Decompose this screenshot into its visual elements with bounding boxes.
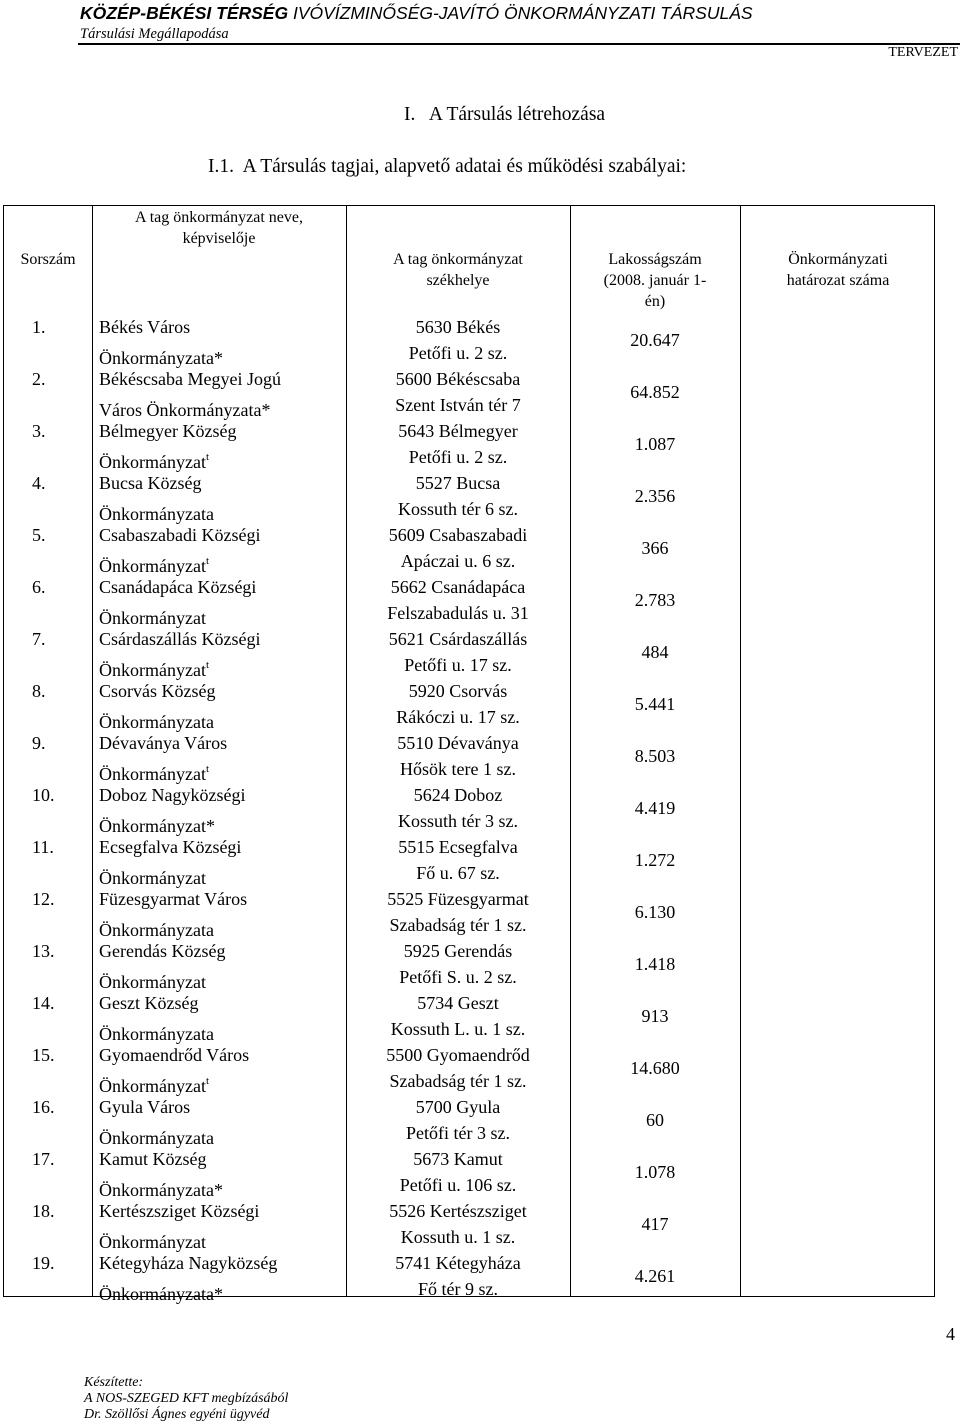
member-name (99, 522, 260, 579)
member-name-line1: Csabaszabadi Községi (99, 525, 261, 545)
population-value: 4.419 (634, 798, 676, 818)
seat-line1: 5662 Csanádapáca (390, 577, 526, 597)
seat-line1: 5510 Dévaványa (397, 733, 519, 753)
header-resolution (740, 249, 936, 291)
table-row (4, 470, 936, 522)
member-name-line2-text: Önkormányzat (99, 608, 206, 628)
member-name (99, 1250, 277, 1307)
population-value: 913 (641, 1006, 669, 1026)
seat-line2: Kossuth tér 3 sz. (398, 811, 518, 831)
member-name (99, 1042, 249, 1099)
member-name-line1: Füzesgyarmat Város (99, 889, 248, 909)
seat-line2: Szabadság tér 1 sz. (389, 1071, 527, 1091)
row-number: 9. (32, 733, 46, 753)
member-name-line2-text: Önkormányzata (99, 712, 214, 732)
table-row (4, 834, 936, 886)
member-seat (346, 574, 570, 626)
header-sorszam: Sorszám (20, 251, 76, 268)
header-population (570, 249, 740, 312)
members-table (3, 205, 935, 1304)
member-seat (346, 1042, 570, 1094)
member-seat (346, 1198, 570, 1250)
member-name-line1: Bucsa Község (99, 473, 202, 493)
header-resolution-l1: Önkormányzati (788, 251, 888, 268)
row-number: 7. (32, 629, 46, 649)
seat-line2: Petőfi u. 106 sz. (399, 1175, 517, 1195)
member-seat (346, 886, 570, 938)
member-name-superscript: t (205, 659, 210, 671)
population-value: 14.680 (630, 1058, 680, 1078)
member-name-superscript: t (205, 1075, 210, 1087)
member-name-line1: Gerendás Község (99, 941, 226, 961)
member-seat (346, 782, 570, 834)
seat-line2: Fő tér 9 sz. (418, 1279, 498, 1299)
member-seat (346, 938, 570, 990)
row-number: 13. (32, 941, 55, 961)
population-value: 20.647 (630, 330, 680, 350)
member-name-line2-text: Önkormányzata (99, 920, 214, 940)
member-seat (346, 1146, 570, 1198)
footer-line-1: Készítette: (84, 1375, 144, 1390)
table-row (4, 886, 936, 938)
member-name-line1: Ecsegfalva Községi (99, 837, 242, 857)
header-seat-l1: A tag önkormányzat (393, 251, 523, 268)
table-row (4, 730, 936, 782)
row-number: 10. (32, 785, 55, 805)
row-number: 5. (32, 525, 46, 545)
member-seat (346, 990, 570, 1042)
seat-line2: Felszabadulás u. 31 (387, 603, 529, 623)
seat-line1: 5525 Füzesgyarmat (387, 889, 529, 909)
member-name-line1: Csorvás Község (99, 681, 216, 701)
member-name (99, 418, 236, 475)
member-name-line1: Kétegyháza Nagyközség (99, 1253, 278, 1273)
header-seat-l2: székhelye (426, 272, 490, 289)
seat-line2: Fő u. 67 sz. (416, 863, 500, 883)
member-name (99, 730, 227, 787)
row-number: 19. (32, 1253, 55, 1273)
member-name-line2-text: Önkormányzata (99, 504, 214, 524)
member-name-line1: Bélmegyer Község (99, 421, 237, 441)
member-seat (346, 1094, 570, 1146)
member-name-line2-text: Önkormányzata (99, 1024, 214, 1044)
seat-line2: Szabadság tér 1 sz. (389, 915, 527, 935)
member-name-line1: Doboz Nagyközségi (99, 785, 246, 805)
row-number: 12. (32, 889, 55, 909)
header-rule (78, 43, 960, 45)
seat-line1: 5734 Geszt (417, 993, 499, 1013)
table-row (4, 574, 936, 626)
seat-line2: Apáczai u. 6 sz. (400, 551, 516, 571)
member-name (99, 1094, 214, 1151)
seat-line1: 5741 Kétegyháza (395, 1253, 521, 1273)
header-population-l1: Lakosságszám (608, 251, 702, 268)
member-name-line2-text: Önkormányzat (99, 764, 206, 784)
member-name-line2 (99, 1276, 277, 1307)
member-name-line2-text: Önkormányzat (99, 660, 206, 680)
member-name (99, 990, 214, 1047)
member-name-line2-text: Önkormányzat (99, 972, 206, 992)
footer-line-3: Dr. Szöllősi Ágnes egyéni ügyvéd (84, 1407, 270, 1422)
member-name-line1: Dévaványa Város (99, 733, 228, 753)
row-number: 14. (32, 993, 55, 1013)
seat-line1: 5621 Csárdaszállás (388, 629, 528, 649)
member-name (99, 314, 223, 371)
member-name-line2-text: Önkormányzat* (99, 816, 215, 836)
row-number: 4. (32, 473, 46, 493)
population-value: 1.078 (634, 1162, 676, 1182)
seat-line2: Kossuth L. u. 1 sz. (390, 1019, 526, 1039)
seat-line2: Petőfi S. u. 2 sz. (399, 967, 517, 987)
row-number: 15. (32, 1045, 55, 1065)
header-title-bold: KÖZÉP-BÉKÉSI TÉRSÉG (80, 3, 289, 23)
row-number: 8. (32, 681, 46, 701)
member-name (99, 782, 245, 839)
member-name (99, 470, 214, 527)
table-row (4, 782, 936, 834)
member-name-line1: Kamut Község (99, 1149, 207, 1169)
table-row (4, 678, 936, 730)
population-value: 6.130 (634, 902, 676, 922)
header-population-l3: én) (644, 293, 666, 310)
member-seat (346, 314, 570, 366)
member-name-line1: Gyula Város (99, 1097, 191, 1117)
member-name (99, 938, 225, 995)
member-name-line1: Geszt Község (99, 993, 199, 1013)
member-name-superscript: t (205, 451, 210, 463)
table-row (4, 522, 936, 574)
member-name (99, 366, 281, 423)
member-seat (346, 730, 570, 782)
page-number: 4 (946, 1324, 955, 1344)
member-seat (346, 626, 570, 678)
row-number: 6. (32, 577, 46, 597)
seat-line2: Petőfi tér 3 sz. (406, 1123, 510, 1143)
population-value: 1.272 (634, 850, 676, 870)
table-row (4, 990, 936, 1042)
seat-line1: 5500 Gyomaendrőd (386, 1045, 530, 1065)
member-name-line1: Békéscsaba Megyei Jogú (99, 369, 281, 389)
member-seat (346, 678, 570, 730)
member-name (99, 1146, 223, 1203)
section-subtitle: I.1. A Társulás tagjai, alapvető adatai és működési szabályai: (208, 156, 687, 177)
footer (84, 1375, 288, 1423)
header-member-name (92, 207, 346, 249)
member-name-line1: Békés Város (99, 317, 191, 337)
population-value: 417 (641, 1214, 669, 1234)
population-value: 1.418 (634, 954, 676, 974)
member-name-line2-text: Önkormányzat (99, 868, 206, 888)
member-name-line1: Csárdaszállás Községi (99, 629, 261, 649)
seat-line1: 5643 Bélmegyer (398, 421, 518, 441)
seat-line2: Petőfi u. 17 sz. (404, 655, 512, 675)
seat-line1: 5630 Békés (415, 317, 501, 337)
member-seat (346, 366, 570, 418)
header-member-name-l2: képviselője (182, 230, 256, 247)
member-name-line2-text: Önkormányzat (99, 452, 206, 472)
header-seat (346, 249, 570, 291)
header-title-rest: IVÓVÍZMINŐSÉG-JAVÍTÓ ÖNKORMÁNYZATI TÁRSULÁS (288, 3, 753, 23)
member-seat (346, 418, 570, 470)
row-number: 11. (32, 837, 54, 857)
population-value: 4.261 (634, 1266, 676, 1286)
seat-line1: 5526 Kertészsziget (389, 1201, 527, 1221)
population-value: 60 (646, 1110, 664, 1130)
row-number: 2. (32, 369, 46, 389)
member-name-line2-text: Önkormányzat (99, 1076, 206, 1096)
table-row (4, 1094, 936, 1146)
seat-line2: Rákóczi u. 17 sz. (396, 707, 520, 727)
member-name-line1: Gyomaendrőd Város (99, 1045, 250, 1065)
table-row (4, 366, 936, 418)
seat-line1: 5925 Gerendás (403, 941, 513, 961)
table-row (4, 1250, 936, 1302)
draft-label: TERVEZET (888, 45, 958, 60)
member-name-line2-text: Önkormányzata* (99, 348, 223, 368)
member-name (99, 574, 256, 631)
member-name-superscript: t (205, 763, 210, 775)
member-name (99, 626, 260, 683)
seat-line2: Hősök tere 1 sz. (400, 759, 516, 779)
seat-line1: 5527 Bucsa (415, 473, 501, 493)
document-header-subtitle: Társulási Megállapodása (80, 26, 229, 42)
member-name-line2-text: Önkormányzata* (99, 1284, 223, 1304)
seat-line2: Kossuth u. 1 sz. (400, 1227, 516, 1247)
member-name-line2-text: Város Önkormányzata* (99, 400, 271, 420)
population-value: 5.441 (634, 694, 676, 714)
member-name (99, 678, 215, 735)
member-name (99, 1198, 259, 1255)
table-row (4, 1146, 936, 1198)
population-value: 64.852 (630, 382, 680, 402)
population-value: 2.783 (634, 590, 676, 610)
member-name (99, 886, 247, 943)
member-name-line1: Csanádapáca Községi (99, 577, 257, 597)
table-row (4, 1042, 936, 1094)
member-seat (346, 834, 570, 886)
row-number: 18. (32, 1201, 55, 1221)
member-seat (346, 1250, 570, 1302)
member-name-line2-text: Önkormányzata* (99, 1180, 223, 1200)
row-number: 17. (32, 1149, 55, 1169)
seat-line1: 5515 Ecsegfalva (398, 837, 518, 857)
seat-line1: 5920 Csorvás (408, 681, 508, 701)
seat-line2: Szent István tér 7 (395, 395, 521, 415)
seat-line1: 5700 Gyula (415, 1097, 501, 1117)
table-row (4, 1198, 936, 1250)
member-name-superscript: t (205, 555, 210, 567)
population-value: 8.503 (634, 746, 676, 766)
population-value: 484 (641, 642, 669, 662)
member-seat (346, 470, 570, 522)
member-name-line2-text: Önkormányzat (99, 1232, 206, 1252)
seat-line1: 5600 Békéscsaba (395, 369, 521, 389)
member-name-line2-text: Önkormányzata (99, 1128, 214, 1148)
footer-line-2: A NOS-SZEGED KFT megbízásából (84, 1391, 289, 1406)
seat-line2: Petőfi u. 2 sz. (408, 447, 508, 467)
table-row (4, 314, 936, 366)
population-value: 366 (641, 538, 669, 558)
section-title: I. A Társulás létrehozása (404, 104, 606, 125)
population-value: 1.087 (634, 434, 676, 454)
member-name-line2-text: Önkormányzat (99, 556, 206, 576)
seat-line2: Kossuth tér 6 sz. (398, 499, 518, 519)
table-row (4, 938, 936, 990)
seat-line1: 5624 Doboz (413, 785, 503, 805)
row-number: 3. (32, 421, 46, 441)
member-name-line1: Kertészsziget Községi (99, 1201, 260, 1221)
header-population-l2: (2008. január 1- (603, 272, 707, 289)
member-name (99, 834, 241, 891)
header-member-name-l1: A tag önkormányzat neve, (135, 209, 303, 226)
header-resolution-l2: határozat száma (786, 272, 890, 289)
seat-line1: 5673 Kamut (413, 1149, 503, 1169)
row-number: 16. (32, 1097, 55, 1117)
population-value: 2.356 (634, 486, 676, 506)
row-number: 1. (32, 317, 46, 337)
member-seat (346, 522, 570, 574)
seat-line1: 5609 Csabaszabadi (388, 525, 528, 545)
table-row (4, 418, 936, 470)
table-row (4, 626, 936, 678)
document-header-title (80, 3, 753, 24)
seat-line2: Petőfi u. 2 sz. (408, 343, 508, 363)
